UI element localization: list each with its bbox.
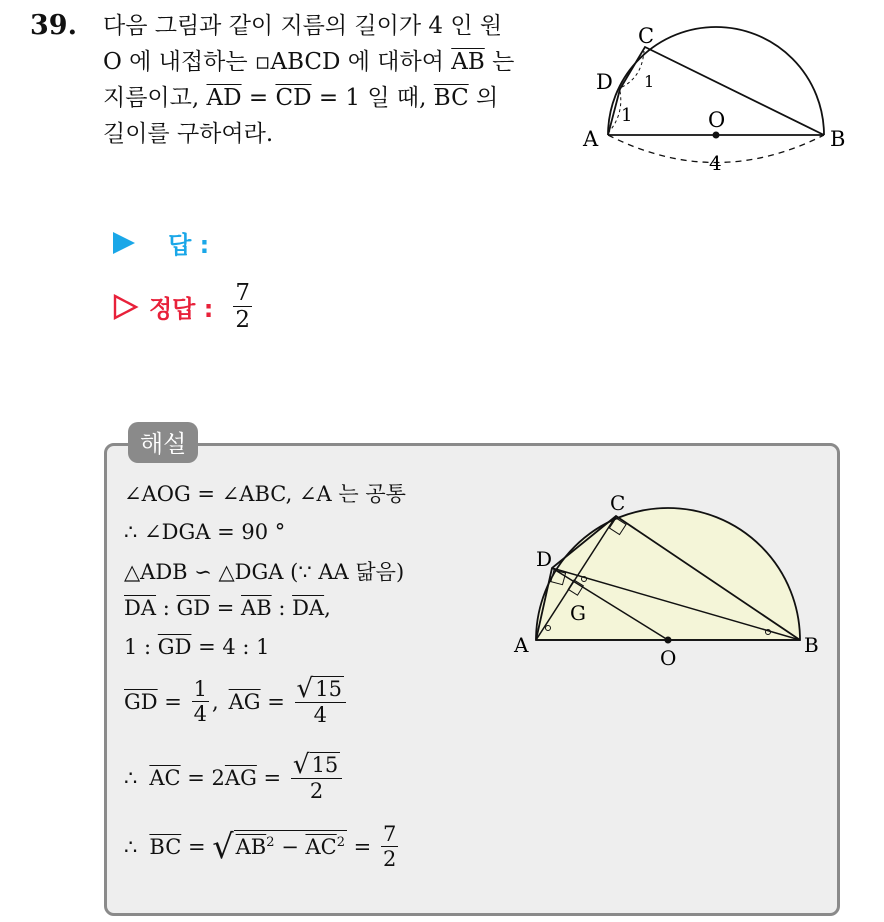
- solution-line-6: [124, 676, 349, 727]
- question-line-1: 다음 그림과 같이 지름의 길이가 4 인 원: [103, 13, 503, 39]
- fraction-denominator: 4: [313, 703, 327, 728]
- fraction-numerator: 7: [235, 280, 250, 306]
- segment-ad: $\overline{AD}$: [206, 85, 242, 111]
- segment-gd: $\overline{GD}$: [176, 596, 211, 620]
- segment-ac: $\overline{AC}$: [305, 834, 337, 859]
- sqrt: √ 15: [296, 674, 343, 704]
- segment-ab: $\overline{AB}$: [241, 596, 272, 620]
- radicand: 15: [311, 753, 339, 777]
- question-line-2: [103, 44, 514, 80]
- solution-line-2: ∴ ∠DGA = 90 °: [124, 520, 286, 544]
- fraction-numerator: 1: [193, 677, 207, 702]
- label-d: D: [536, 547, 553, 571]
- label-c: C: [610, 491, 626, 515]
- solution-text: =: [256, 765, 288, 790]
- fraction-denominator: 2: [382, 847, 397, 872]
- label-b: B: [830, 127, 846, 151]
- solution-text: =: [346, 834, 378, 859]
- solution-text: ,: [324, 596, 331, 620]
- label-d: D: [596, 70, 613, 94]
- radicand: 15: [315, 677, 343, 701]
- segment-da: $\overline{DA}$: [124, 596, 157, 620]
- segment-ab: AB: [235, 834, 267, 859]
- fraction: [295, 676, 346, 727]
- sqrt: √ 15: [292, 750, 339, 780]
- question-text: = 1 일 때,: [311, 85, 434, 111]
- question-line-4: 길이를 구하여라.: [103, 121, 274, 147]
- sqrt: √ $AB^2 - \overline{AC}^2$: [212, 826, 345, 866]
- solution-line-5: [124, 633, 270, 661]
- solution-line-1: ∠AOG = ∠ABC, ∠A 는 공통: [124, 482, 406, 506]
- play-triangle-icon: [113, 232, 135, 254]
- label-b: B: [804, 633, 819, 657]
- semicircle-figure: [578, 15, 858, 185]
- segment-ab: $\overline{AB}$: [451, 49, 485, 75]
- question-text: O 에 내접하는 ▫ABCD 에 대하여: [103, 49, 452, 75]
- fraction: [192, 677, 209, 726]
- question-text: 의: [468, 85, 499, 111]
- question-text: =: [241, 85, 276, 111]
- answer-label: 답 :: [168, 231, 210, 259]
- center-point: [713, 132, 720, 139]
- exponent: 2: [266, 834, 275, 850]
- label-a: A: [514, 633, 529, 657]
- solution-text: =: [157, 689, 189, 714]
- segment-gd: $\overline{GD}$: [124, 689, 158, 714]
- fraction: [381, 822, 398, 871]
- solution-figure: [512, 490, 832, 670]
- solution-line-3: △ADB ∽ △DGA (∵ AA 닮음): [124, 560, 405, 584]
- question-line-3: [103, 80, 498, 116]
- solution-text: 1 :: [124, 635, 158, 659]
- label-o: O: [660, 646, 677, 670]
- exponent: 2: [336, 834, 345, 850]
- solution-text: ,: [211, 689, 219, 714]
- fraction-denominator: 2: [235, 307, 250, 334]
- outline-triangle-icon: [113, 293, 139, 321]
- solution-tag: 해설: [128, 422, 198, 463]
- label-dc-length: 1: [644, 72, 655, 91]
- solution-text: = 2: [180, 765, 225, 790]
- solution-text: =: [210, 596, 242, 620]
- question-number: 39.: [30, 10, 77, 41]
- solution-text: −: [274, 834, 306, 859]
- label-diameter: 4: [709, 151, 722, 175]
- question-text: 는: [484, 49, 515, 75]
- segment-cd: $\overline{CD}$: [275, 85, 312, 111]
- segment-ag: $\overline{AG}$: [224, 765, 257, 790]
- label-o: O: [708, 108, 726, 132]
- solution-line-4: [124, 594, 331, 622]
- solution-text: :: [271, 596, 293, 620]
- fraction-denominator: 2: [309, 779, 324, 804]
- solution-text: = 4 : 1: [191, 635, 270, 659]
- segment-da: $\overline{DA}$: [292, 596, 325, 620]
- label-ad-length: 1: [621, 105, 633, 126]
- segment-ac: $\overline{AC}$: [149, 765, 181, 790]
- correct-answer-label: 정답 :: [149, 295, 214, 324]
- solution-text: =: [260, 689, 292, 714]
- label-c: C: [638, 24, 655, 48]
- fraction-numerator: 7: [382, 822, 397, 846]
- solution-text: :: [156, 596, 177, 620]
- therefore-symbol: ∴: [124, 834, 138, 859]
- therefore-symbol: ∴: [124, 765, 138, 790]
- segment-ag: $\overline{AG}$: [228, 689, 261, 714]
- segment-gd: $\overline{GD}$: [157, 635, 192, 659]
- segment-bc: $\overline{BC}$: [433, 85, 469, 111]
- fraction-denominator: 4: [193, 702, 207, 727]
- solution-line-7: [124, 752, 345, 803]
- fraction: [291, 752, 342, 803]
- solution-text: =: [181, 834, 213, 859]
- segment-bc: $\overline{BC}$: [149, 834, 182, 859]
- correct-answer-value: [233, 280, 252, 334]
- question-text: 지름이고,: [103, 85, 207, 111]
- correct-answer-row: [113, 280, 255, 334]
- answer-row: [113, 225, 209, 260]
- label-a: A: [583, 127, 599, 151]
- solution-line-8: [124, 822, 401, 871]
- label-g: G: [570, 601, 586, 625]
